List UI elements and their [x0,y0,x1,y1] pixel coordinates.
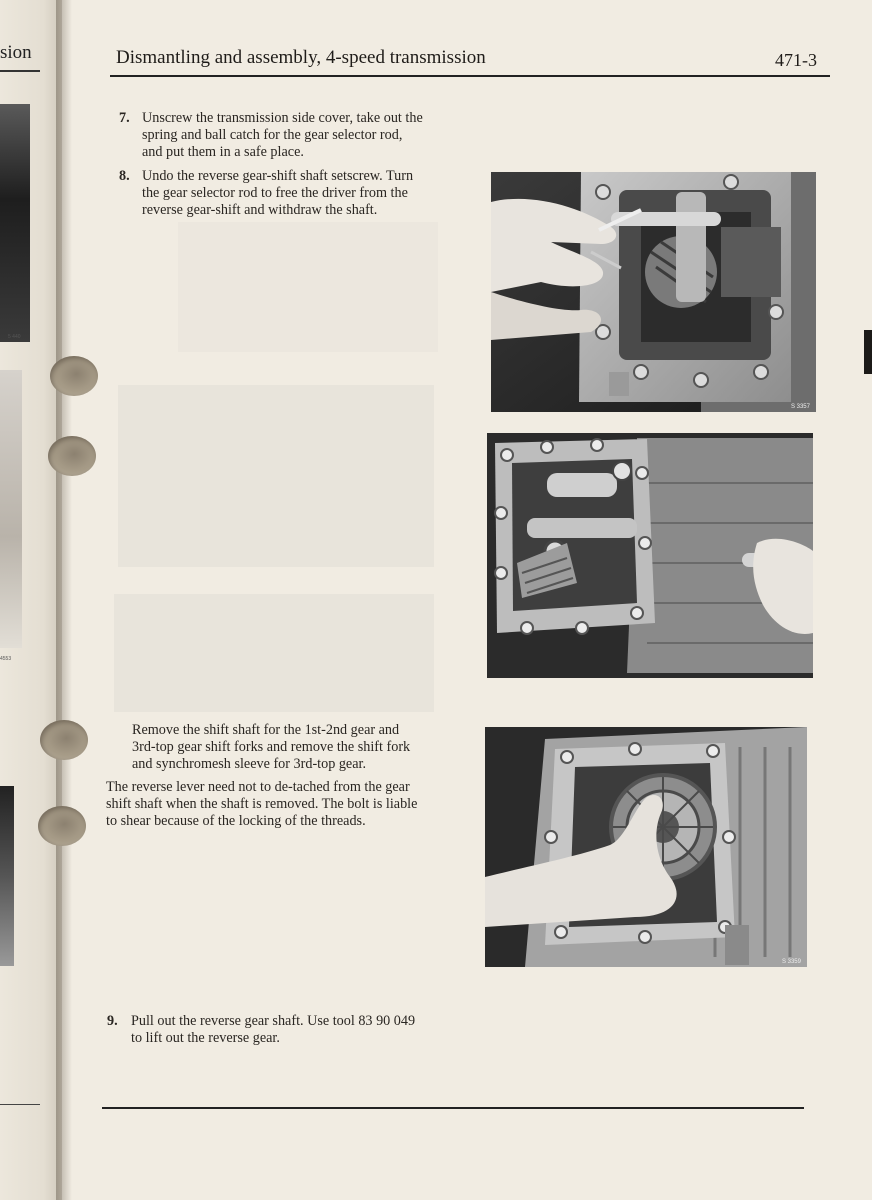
transmission-photo [487,433,813,678]
paragraph-line: 3rd-top gear shift forks and remove the shift fork [132,739,411,755]
page-number: 471-3 [775,50,817,70]
previous-page-caption: 5 440 [8,334,21,340]
transmission-photo [491,172,816,412]
reverse-lever-note [106,779,446,830]
step-7 [119,110,449,161]
previous-page-photo [0,786,14,966]
paragraph-line: to shear because of the locking of the threads. [106,813,366,829]
punch-hole [48,436,96,476]
step-line: Unscrew the transmission side cover, take out the [142,110,423,126]
previous-page-photo [0,104,30,342]
previous-page-caption: 4553 [0,656,12,662]
step-number: 7. [119,110,130,126]
footer-rule [102,1107,804,1109]
paragraph-line: shift shaft when the shaft is removed. The bolt is liable [106,796,418,812]
previous-page-footer-rule [0,1104,40,1105]
step-line: to lift out the reverse gear. [131,1030,280,1046]
previous-page-edge [0,0,62,1200]
paragraph-line: and synchromesh sleeve for 3rd-top gear. [132,756,367,772]
photo-code: S 3357 [790,404,810,410]
punch-hole [50,356,98,396]
header-rule [110,75,830,77]
paragraph-line: The reverse lever need not to de-tached from the gear [106,779,410,795]
step-line: Pull out the reverse gear shaft. Use tool 83 90 049 [131,1013,416,1029]
binding-shadow [56,0,72,1200]
step-line: reverse gear-shift and withdraw the shaft. [142,202,378,218]
previous-page-title-fragment: sion [0,42,32,63]
step-8 [119,168,449,219]
shift-shaft-paragraph [132,722,442,773]
photo-code: S 3359 [781,959,801,965]
section-tab-marker [864,330,872,374]
paragraph-line: Remove the shift shaft for the 1st-2nd gear and [132,722,400,738]
transmission-photo [485,727,807,967]
step-line: and put them in a safe place. [142,144,304,160]
step-line: the gear selector rod to free the driver from the [142,185,408,201]
show-through-image [114,594,434,712]
previous-page-header-rule [0,70,40,72]
step-number: 9. [107,1013,118,1029]
show-through-image [178,222,438,352]
previous-page-photo [0,370,22,648]
punch-hole [38,806,86,846]
show-through-image [118,385,434,567]
punch-hole [40,720,88,760]
step-number: 8. [119,168,130,184]
step-line: Undo the reverse gear-shift shaft setscrew. Turn [142,168,414,184]
step-9 [107,1013,447,1047]
step-line: spring and ball catch for the gear selector rod, [142,127,403,143]
page-title: Dismantling and assembly, 4-speed transmission [116,47,486,68]
